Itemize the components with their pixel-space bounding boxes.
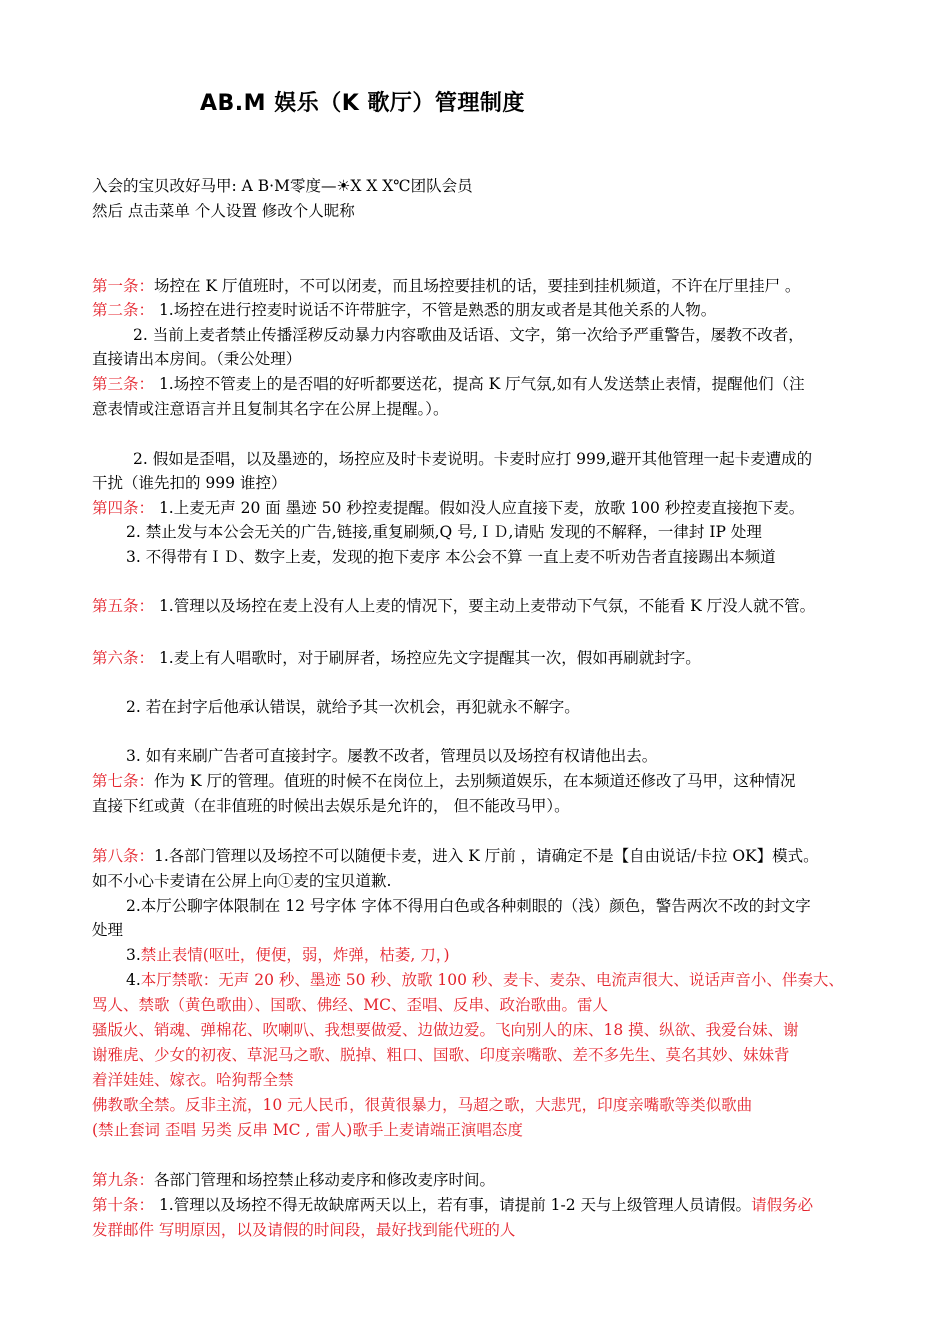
document-title: AB.M 娱乐（K 歌厅）管理制度 xyxy=(200,91,525,116)
rule-text: 意表情或注意语言并且复制其名字在公屏上提醒。）。 xyxy=(92,400,449,418)
intro-line: 然后 点击菜单 个人设置 修改个人昵称 xyxy=(92,202,355,220)
rule-text: 1.上麦无声 20 面 墨迹 50 秒控麦提醒。假如没人应直接下麦，放歌 100 秒控麦直接抱下麦。 xyxy=(154,499,805,517)
rule-label: 第十条： xyxy=(92,1196,155,1214)
item-number: 3. xyxy=(126,946,141,964)
rule-text-highlight: 请假务必 xyxy=(751,1196,814,1214)
rule-text: 禁止表情(呕吐，便便，弱，炸弹，枯萎, 刀，) xyxy=(140,946,450,964)
rule-label: 第二条： xyxy=(92,301,155,319)
rule-label: 第一条： xyxy=(92,277,155,295)
rule-label: 第七条： xyxy=(92,772,155,790)
rule-2 xyxy=(92,300,872,320)
rule-text: 1.管理以及场控不得无故缺席两天以上，若有事，请提前 1-2 天与上级管理人员请假。 xyxy=(154,1196,752,1214)
rule-text: 1.各部门管理以及场控不可以随便卡麦，进入 K 厅前 ，请确定不是【自由说话/卡拉 OK】模式。 xyxy=(154,847,819,865)
rule-text: 作为 K 厅的管理。值班的时候不在岗位上，去别频道娱乐，在本频道还修改了马甲，这种情况 xyxy=(154,772,796,790)
rule-1 xyxy=(92,276,872,296)
rule-text: 3. 不得带有ＩＤ、数字上麦，发现的抱下麦序 本公会不算 一直上麦不听劝告者直接踢出本频道 xyxy=(126,548,776,566)
rule-text: 2. 当前上麦者禁止传播淫秽反动暴力内容歌曲及话语、文字，第一次给予严重警告，屡教不改者， xyxy=(133,326,804,344)
rule-8 xyxy=(92,846,872,866)
rule-9 xyxy=(92,1170,872,1190)
intro-line: 入会的宝贝改好马甲: A B·M零度—☀X X X℃团队会员 xyxy=(92,177,473,195)
rule-text: 1.麦上有人唱歌时，对于刷屏者，场控应先文字提醒其一次，假如再刷就封字。 xyxy=(154,649,701,667)
rule-6 xyxy=(92,648,872,668)
rule-text: 直接请出本房间。（秉公处理） xyxy=(92,350,302,368)
rule-3 xyxy=(92,374,872,394)
rule-text: 3. 如有来刷广告者可直接封字。屡教不改者，管理员以及场控有权请他出去。 xyxy=(126,747,658,765)
rule-text: 2. 禁止发与本公会无关的广告,链接,重复刷频,Q 号,ＩＤ,请贴 发现的不解释，一律封 IP 处理 xyxy=(126,523,762,541)
rule-text: 直接下红或黄（在非值班的时候出去娱乐是允许的， 但不能改马甲）。 xyxy=(92,797,570,815)
rule-label: 第三条： xyxy=(92,375,155,393)
rule-text: 发群邮件 写明原因，以及请假的时间段，最好找到能代班的人 xyxy=(92,1221,516,1239)
rule-text: 如不小心卡麦请在公屏上向①麦的宝贝道歉. xyxy=(92,872,392,890)
rule-text: 佛教歌全禁。反非主流，10 元人民币，很黄很暴力，马超之歌，大悲咒，印度亲嘴歌等类似歌曲 xyxy=(92,1096,753,1114)
rule-text: 各部门管理和场控禁止移动麦序和修改麦序时间。 xyxy=(154,1171,496,1189)
rule-text: (禁止套词 歪唱 另类 反串 MC , 雷人)歌手上麦请端正演唱态度 xyxy=(92,1121,523,1139)
rule-text: 本厅禁歌：无声 20 秒、墨迹 50 秒、放歌 100 秒、麦卡、麦杂、电流声很大、说话声音小、伴奏大、 xyxy=(140,971,844,989)
rule-label: 第六条： xyxy=(92,649,155,667)
rule-text: 1.管理以及场控在麦上没有人上麦的情况下，要主动上麦带动下气氛，不能看 K 厅没人就不管。 xyxy=(154,597,816,615)
rule-8-item-3 xyxy=(126,945,906,965)
rule-text: 处理 xyxy=(92,921,124,939)
rule-5 xyxy=(92,596,872,616)
rule-label: 第九条： xyxy=(92,1171,155,1189)
rule-text: 谢雅虎、少女的初夜、草泥马之歌、脱掉、粗口、国歌、印度亲嘴歌、差不多先生、莫名其妙、妹妹背 xyxy=(92,1046,790,1064)
rule-label: 第四条： xyxy=(92,499,155,517)
rule-text: 干扰（谁先扣的 999 谁控） xyxy=(92,474,287,492)
rule-text: 2. 若在封字后他承认错误，就给予其一次机会，再犯就永不解字。 xyxy=(126,698,580,716)
rule-text: 骚版火、销魂、弹棉花、吹喇叭、我想要做爱、边做边爱。飞向别人的床、18 摸、纵欲、我爱台妹、谢 xyxy=(92,1021,799,1039)
rule-text: 1.场控在进行控麦时说话不许带脏字，不管是熟悉的朋友或者是其他关系的人物。 xyxy=(154,301,717,319)
rule-8-item-4 xyxy=(126,970,906,990)
rule-text: 骂人、禁歌（黄色歌曲）、国歌、佛经、MC、歪唱、反串、政治歌曲。雷人 xyxy=(92,996,608,1014)
rule-text: 着洋娃娃、嫁衣。哈狗帮全禁 xyxy=(92,1071,294,1089)
rule-7 xyxy=(92,771,872,791)
rule-text: 2.本厅公聊字体限制在 12 号字体 字体不得用白色或各种刺眼的（浅）颜色，警告两次不改的封文字 xyxy=(126,897,811,915)
item-number: 4. xyxy=(126,971,141,989)
rule-text: 2. 假如是歪唱，以及墨迹的，场控应及时卡麦说明。卡麦时应打 999,避开其他管理一起卡麦遭成的 xyxy=(133,450,813,468)
rule-text: 场控在 K 厅值班时，不可以闭麦，而且场控要挂机的话，要挂到挂机频道，不许在厅里挂尸 。 xyxy=(154,277,801,295)
rule-label: 第八条： xyxy=(92,847,155,865)
rule-4 xyxy=(92,498,872,518)
rule-label: 第五条： xyxy=(92,597,155,615)
rule-10 xyxy=(92,1195,872,1215)
rule-text: 1.场控不管麦上的是否唱的好听都要送花，提高 K 厅气氛,如有人发送禁止表情，提醒他们（注 xyxy=(154,375,805,393)
